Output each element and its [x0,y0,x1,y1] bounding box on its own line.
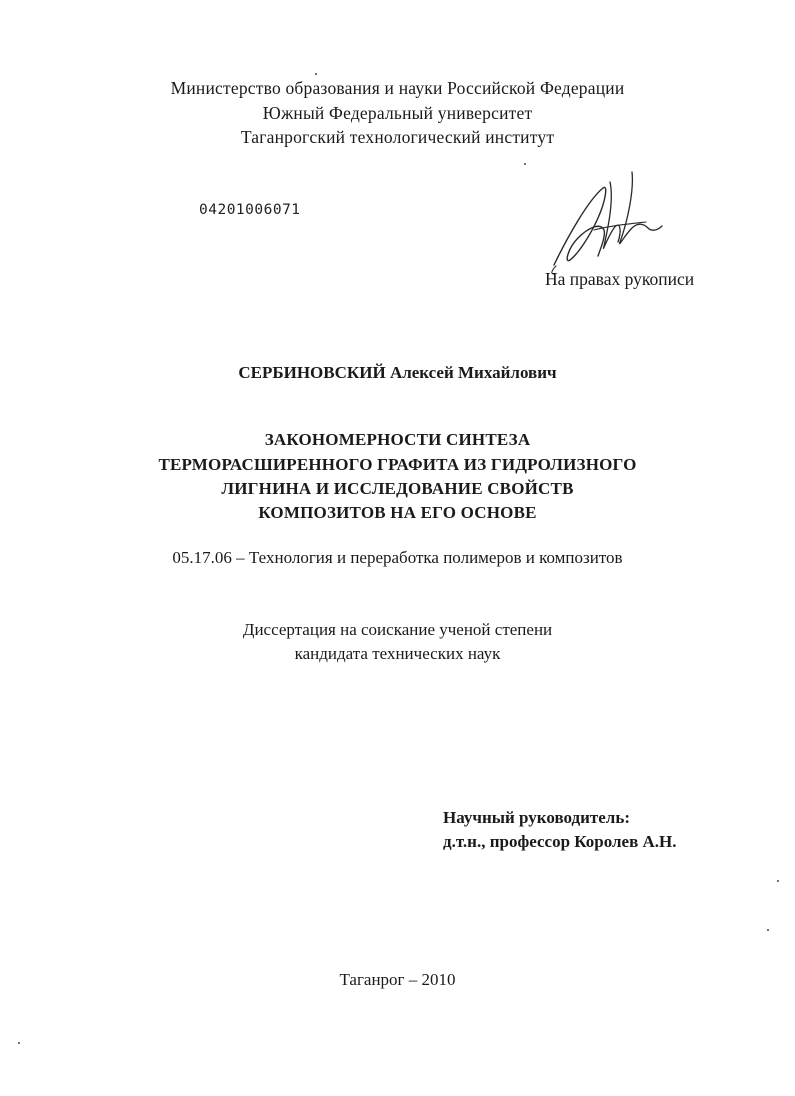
specialty-code: 05.17.06 – Технология и переработка полимеров и композитов [172,548,623,567]
title-line-3: ЛИГНИНА И ИССЛЕДОВАНИЕ СВОЙСТВ [221,479,574,498]
author-given-names: Алексей Михайлович [389,363,557,382]
supervisor-name: д.т.н., профессор Королев А.Н. [443,832,677,851]
ministry-name: Министерство образования и науки Российской Федерации [170,78,625,98]
degree-line-1: Диссертация на соискание ученой степени [242,620,553,639]
institute-name: Таганрогский технологический институт [240,127,555,147]
scan-speck [524,163,526,165]
degree-line-2: кандидата технических наук [294,644,501,663]
scan-speck [767,929,769,931]
city-year: Таганрог – 2010 [339,970,456,989]
scan-speck [315,73,317,75]
author-name [0,363,795,383]
title-line-4: КОМПОЗИТОВ НА ЕГО ОСНОВЕ [258,503,537,522]
university-name: Южный Федеральный университет [262,103,533,123]
author-surname: СЕРБИНОВСКИЙ [238,363,386,382]
title-line-1: ЗАКОНОМЕРНОСТИ СИНТЕЗА [264,430,531,449]
manuscript-label: На правах рукописи [545,269,695,289]
scan-speck [18,1042,20,1044]
supervisor-label: Научный руководитель: [443,808,630,827]
archive-number: 04201006071 [199,202,301,218]
title-line-2: ТЕРМОРАСШИРЕННОГО ГРАФИТА ИЗ ГИДРОЛИЗНОГО [158,455,637,474]
handwritten-signature [548,170,668,280]
scan-speck [777,880,779,882]
